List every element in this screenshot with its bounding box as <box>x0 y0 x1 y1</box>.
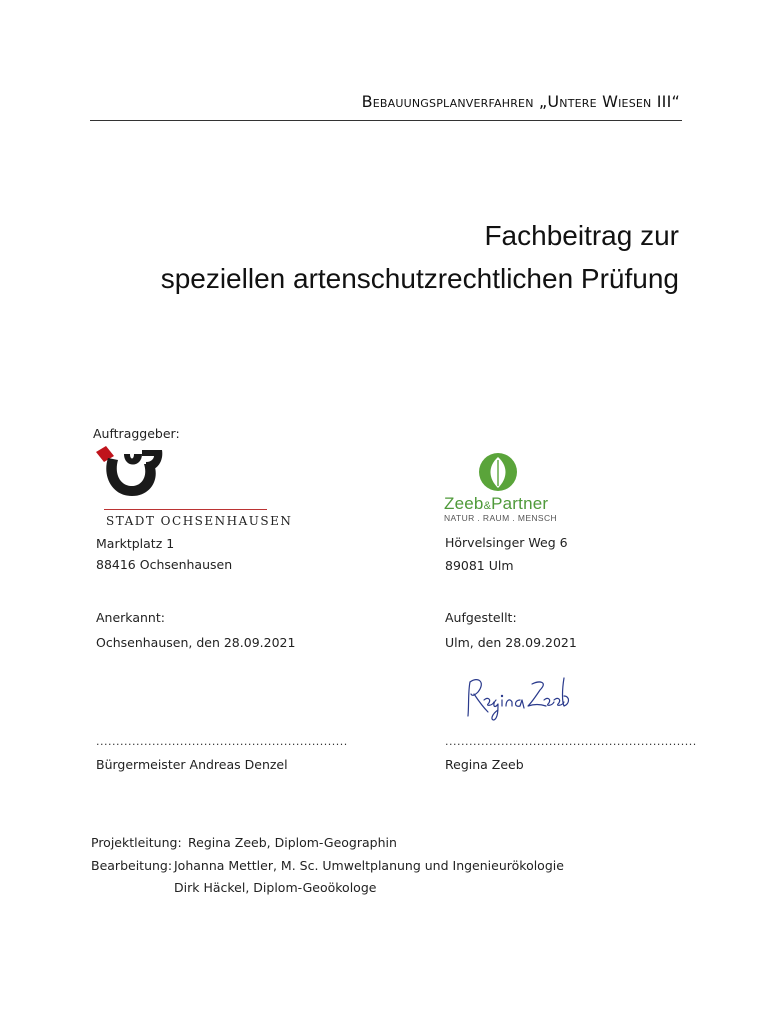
header-title: Bebauungsplanverfahren „Untere Wiesen III“ <box>361 92 680 111</box>
logo-underline <box>104 509 267 510</box>
client-address-city: 88416 Ochsenhausen <box>96 557 233 572</box>
document-title-line2: speziellen artenschutzrechtlichen Prüfung <box>160 263 679 294</box>
client-signature-line: ............................................................... <box>96 735 348 748</box>
header-divider <box>90 120 682 121</box>
contractor-address-city: 89081 Ulm <box>445 558 514 573</box>
zeeb-partner-tagline: NATUR . RAUM . MENSCH <box>444 513 558 523</box>
zeeb-partner-logo-text: Zeeb&Partner <box>444 494 549 513</box>
document-title-line1: Fachbeitrag zur <box>484 220 679 251</box>
ochsenhausen-logo-icon <box>94 446 166 502</box>
contractor-signature-line: ............................................................... <box>445 735 697 748</box>
client-label: Auftraggeber: <box>93 426 180 441</box>
project-lead-value: Regina Zeeb, Diplom-Geographin <box>188 835 397 850</box>
contractor-status-label: Aufgestellt: <box>445 610 517 625</box>
editing-value-1: Johanna Mettler, M. Sc. Umweltplanung und Ingenieurökologie <box>174 858 564 873</box>
client-status-label: Anerkannt: <box>96 610 165 625</box>
editing-label: Bearbeitung: <box>91 858 173 873</box>
client-place-date: Ochsenhausen, den 28.09.2021 <box>96 635 296 650</box>
editing-value-2: Dirk Häckel, Diplom-Geoökologe <box>174 880 377 895</box>
client-address-street: Marktplatz 1 <box>96 536 175 551</box>
contractor-place-date: Ulm, den 28.09.2021 <box>445 635 577 650</box>
project-lead-label: Projektleitung: <box>91 835 182 850</box>
contractor-signatory: Regina Zeeb <box>445 757 524 772</box>
leaf-logo-icon <box>476 452 520 492</box>
client-signatory: Bürgermeister Andreas Denzel <box>96 757 288 772</box>
contractor-address-street: Hörvelsinger Weg 6 <box>445 535 568 550</box>
ochsenhausen-logo-text: STADT OCHSENHAUSEN <box>106 514 293 528</box>
signature-image <box>462 670 574 722</box>
